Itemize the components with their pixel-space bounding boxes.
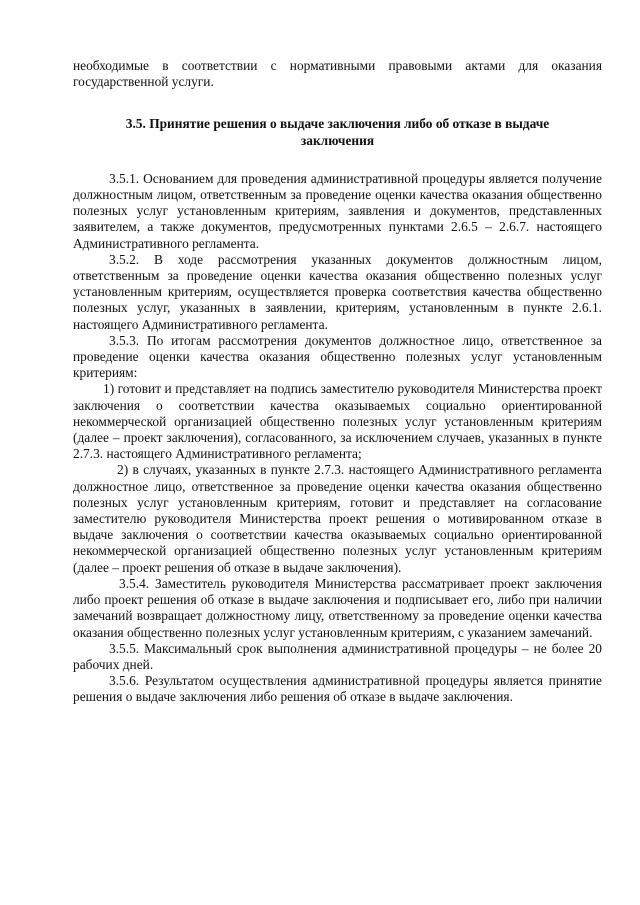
- paragraph-3-5-1: 3.5.1. Основанием для проведения административной процедуры является получение должностным лицом, ответственным за проведение оценки качества оказания общественно полезных услуг установленным критериям, заявления и документов, представленных заявителем, а также документов, предусмотренных пунктами 2.6.5 – 2.6.7. настоящего Административного регламента.: [73, 170, 602, 251]
- paragraph-3-5-6: 3.5.6. Результатом осуществления административной процедуры является принятие решения о выдаче заключения либо решения об отказе в выдаче заключения.: [73, 673, 602, 705]
- section-heading: 3.5. Принятие решения о выдаче заключения либо об отказе в выдаче заключения: [125, 116, 550, 148]
- paragraph-3-5-3-item-2: 2) в случаях, указанных в пункте 2.7.3. настоящего Административного регламента должностное лицо, ответственное за проведение оценки качества оказания общественно полезных услуг установленным критериям, готовит и представляет на согласование заместителю руководителя Министерства проект решения о мотивированном отказе в выдаче заключения о соответствии качества оказываемых социально ориентированной некоммерческой организацией общественно полезных услуг установленным критериям (далее – проект решения об отказе в выдаче заключения).: [73, 462, 602, 575]
- paragraph-3-5-3-item-1: 1) готовит и представляет на подпись заместителю руководителя Министерства проект заключения о соответствии качества оказываемых социально ориентированной некоммерческой организацией общественно полезных услуг установленным критериям (далее – проект заключения), согласованного, за исключением случаев, указанных в пункте 2.7.3. настоящего Административного регламента;: [73, 381, 602, 462]
- document-body: [73, 58, 602, 706]
- paragraph-3-5-4: 3.5.4. Заместитель руководителя Министерства рассматривает проект заключения либо проект решения об отказе в выдаче заключения и подписывает его, либо при наличии замечаний возвращает должностному лицу, ответственному за проведение оценки качества оказания общественно полезных услуг установленным критериям, с указанием замечаний.: [73, 575, 602, 640]
- paragraph-3-5-5: 3.5.5. Максимальный срок выполнения административной процедуры – не более 20 рабочих дней.: [73, 640, 602, 672]
- intro-paragraph: необходимые в соответствии с нормативными правовыми актами для оказания государственной услуги.: [73, 58, 602, 90]
- paragraph-3-5-3: 3.5.3. По итогам рассмотрения документов должностное лицо, ответственное за проведение оценки качества оказания общественно полезных услуг установленным критериям:: [73, 332, 602, 381]
- paragraph-3-5-2: 3.5.2. В ходе рассмотрения указанных документов должностным лицом, ответственным за проведение оценки качества оказания общественно полезных услуг установленным критериям, осуществляется проверка соответствия качества общественно полезных услуг, указанных в заявлении, критериям, установленным в пункте 2.6.1. настоящего Административного регламента.: [73, 251, 602, 332]
